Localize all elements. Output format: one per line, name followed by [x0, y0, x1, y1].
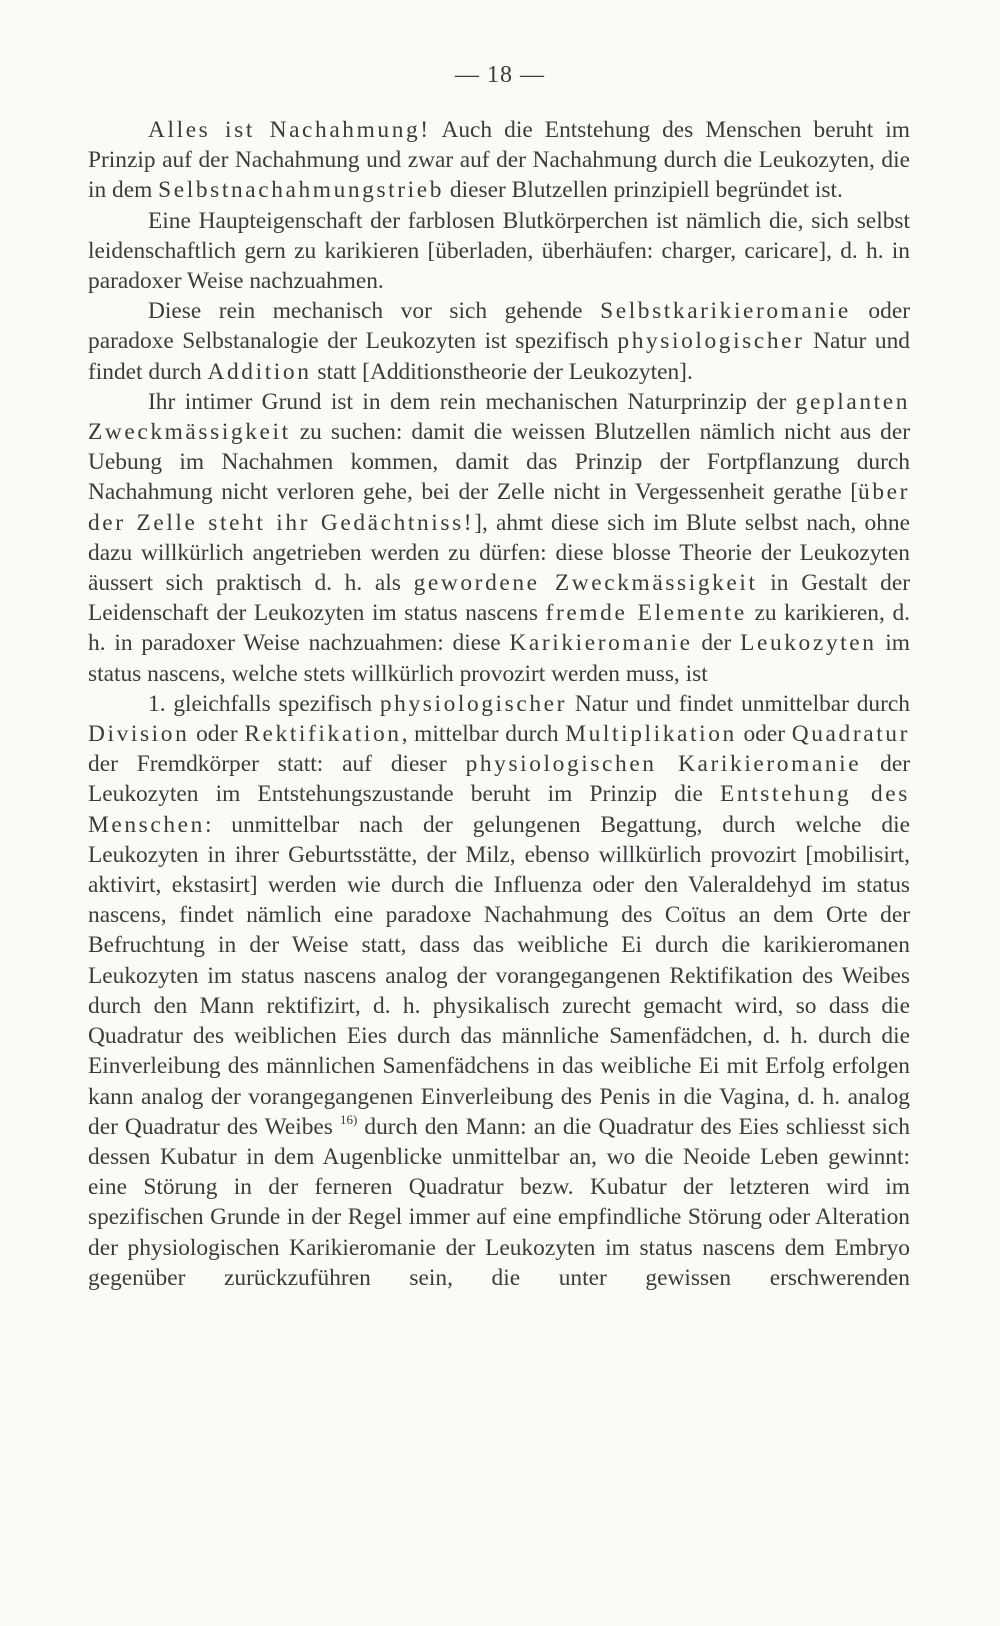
- text-run: der: [692, 630, 741, 657]
- paragraph: [88, 115, 910, 206]
- text-run: zu suchen: damit die weissen Blutzellen nämlich nicht aus der Uebung im Nachahmen kommen, damit das Prinzip der Fortpflanzung durch Nachahmung nicht verloren gehe, bei der Zelle nicht in Vergessenheit gerathe [: [88, 419, 910, 506]
- text-run: der Leukozyten im Entstehungszustande beruht im Prinzip die: [88, 751, 910, 808]
- text-run: Auch die Entstehung des Menschen beruht im Prinzip auf der Nachahmung und zwar auf der Nachahmung durch die Leukozyten, die in dem: [88, 117, 910, 204]
- text-run: statt [Additionstheorie der Leukozyten].: [311, 358, 693, 385]
- spaced-emphasis: Division: [88, 721, 190, 748]
- spaced-emphasis: physiologischer: [617, 328, 805, 355]
- text-run: zu karikieren, d. h. in paradoxer Weise nachzuahmen: diese: [88, 600, 910, 657]
- text-run: Eine Haupteigenschaft der farblosen Blutkörperchen ist nämlich die, sich selbst leidenschaftlich gern zu karikieren [überladen, überhäufen: charger, caricare], d. h. in paradoxer Weise nachzuahmen.: [88, 207, 910, 295]
- paragraph: [88, 296, 910, 387]
- text-run: : unmittelbar nach der gelungenen Begattung, durch welche die Leukozyten in ihrer Geburtsstätte, der Milz, ebenso willkürlich provozirt [mobilisirt, aktivirt, ekstasirt] werden wie durch die Influenza oder den Valeraldehyd im status nascens, findet nämlich eine paradoxe Nachahmung des Coïtus an dem Orte der Befruchtung in der Weise statt, dass das weibliche Ei durch die karikieromanen Leukozyten im status nascens analog der vorangegangenen Rektifikation des Weibes durch den Mann rektifizirt, d. h. physikalisch zurecht gemacht wird, so dass die Quadratur des weiblichen Eies durch das männliche Samenfädchen, d. h. durch die Einverleibung des männlichen Samenfädchens in das weibliche Ei mit Erfolg erfolgen kann analog der vorangegangenen Einverleibung des Penis in die Vagina, d. h. analog der Quadratur des Weibes: [88, 811, 910, 1140]
- paragraph: [88, 206, 910, 297]
- spaced-emphasis: Multiplikation: [565, 721, 737, 748]
- text-run: dieser Blutzellen prinzipiell begründet ist.: [444, 177, 843, 204]
- body-text: [88, 115, 910, 1293]
- text-run: oder: [189, 721, 245, 748]
- text-run: Natur und findet durch: [88, 328, 910, 385]
- spaced-emphasis: über der Zelle steht ihr Gedächtniss!: [88, 479, 910, 536]
- footnote-reference: 16): [339, 1111, 358, 1127]
- paragraph: [88, 689, 910, 1293]
- text-run: in Gestalt der Leidenschaft der Leukozyten im status nascens: [88, 570, 911, 627]
- text-run: oder paradoxe Selbstanalogie der Leukozyten ist spezifisch: [88, 298, 910, 355]
- text-run: oder: [736, 721, 792, 748]
- text-run: Diese rein mechanisch vor sich gehende: [148, 298, 601, 325]
- text-run: der Fremdkörper statt: auf dieser: [88, 751, 466, 778]
- paragraph: [88, 387, 910, 689]
- spaced-emphasis: Leukozyten: [740, 630, 877, 657]
- spaced-emphasis: Rektifikation: [244, 721, 402, 748]
- spaced-emphasis: Selbstkarikieromanie: [600, 298, 851, 325]
- spaced-emphasis: Karikieromanie: [509, 630, 693, 657]
- spaced-emphasis: fremde Elemente: [545, 600, 747, 627]
- spaced-emphasis: physiologischen Karikieromanie: [465, 751, 862, 778]
- text-run: im status nascens, welche stets willkürlich provozirt werden muss, ist: [88, 630, 911, 687]
- spaced-emphasis: Addition: [207, 358, 312, 385]
- text-run: Natur und findet unmittelbar durch: [567, 690, 910, 717]
- spaced-emphasis: physiologischer: [379, 690, 568, 717]
- text-run: 1. gleichfalls spezifisch: [148, 690, 380, 717]
- text-run: durch den Mann: an die Quadratur des Eies schliesst sich dessen Kubatur in dem Augenblicke unmittelbar an, wo die Neoide Leben gewinnt: eine Störung in der ferneren Quadratur bezw. Kubatur der letzteren wird im spezifischen Grunde in der Regel immer auf eine empfindliche Störung oder Alteration der physiologischen Karikieromanie der Leukozyten im status nascens dem Embryo gegenüber zurückzuführen sein, die unter gewissen erschwerenden: [88, 1113, 910, 1291]
- spaced-emphasis: Entstehung des Menschen: [88, 781, 910, 838]
- text-run: ], ahmt diese sich im Blute selbst nach, ohne dazu willkürlich angetrieben werden zu dürfen: diese blosse Theorie der Leukozyten äussert sich praktisch d. h. als: [88, 509, 910, 597]
- spaced-emphasis: Selbstnachahmungstrieb: [158, 177, 445, 204]
- spaced-emphasis: Quadratur: [791, 721, 910, 748]
- spaced-emphasis: gewordene Zweckmässigkeit: [413, 570, 758, 597]
- page-number: — 18 —: [455, 62, 545, 88]
- spaced-emphasis: geplanten Zweckmässigkeit: [88, 388, 910, 446]
- text-run: , mittelbar durch: [401, 721, 566, 748]
- text-run: Ihr intimer Grund ist in dem rein mechanischen Naturprinzip der: [148, 388, 796, 415]
- spaced-emphasis: Alles ist Nachahmung!: [148, 117, 431, 143]
